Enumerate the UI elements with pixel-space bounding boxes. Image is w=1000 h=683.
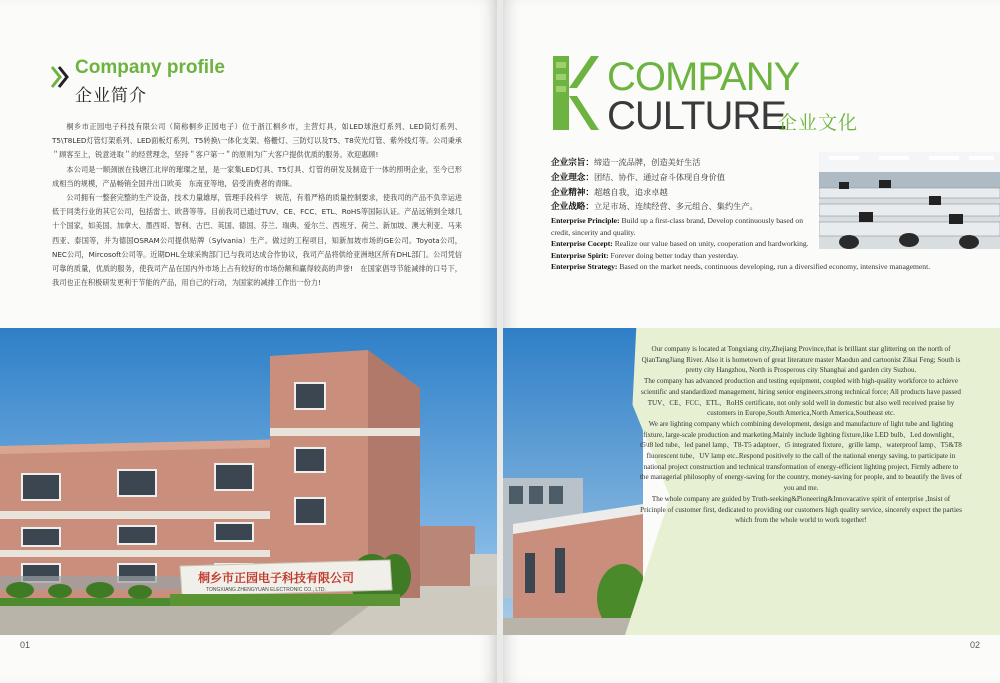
k-logo-icon bbox=[553, 56, 599, 130]
enterprise-row: Enterprise Strategy: Based on the market needs, continuous developing, run a diversified economy, intensive management. bbox=[551, 262, 931, 272]
culture-heading-line2: CULTURE bbox=[607, 94, 786, 138]
profile-paragraph: 公司拥有一整套完整的生产设备，技术力量雄厚，管理手段科学 规范，有着严格的质量控制要求，使我司的产品不负幸运进低于同类行业的其它公司，包括雷士、欧普等等。目前我司已通过TUV、CE、FCC、ETL、RoHS等国际认证。产品远销到全球几十个国家，如美国、加拿大、墨西哥、智利、古巴、英国、德国、芬兰、瑞典、爱尔兰、西班牙、荷兰、新加坡、澳大利亚、马来西亚、泰国等，并为德国OSRAM公司提供贴牌（Sylvania）生产。做过的工程项目，知新加坡市场的GE公司。Toyota公司，NEC公司，Mircosoft公司等。近期DHL全球采购部门已与我司达成合作协议，我司产品将供给亚洲地区所有DHL部门。公司凭信可靠的质量，优质的服务，使我司产品在国内外市场上占有较好的市场份额和赢得较高的声誉! 在国家倡导节能减排的口号下，我司也正在积极研发更利于节能的产品，用自己的行动，为国家的减排工作出一份力! bbox=[52, 193, 462, 288]
culture-tenets bbox=[551, 156, 811, 215]
enterprise-row: Enterprise Spirit: Forever doing better today than yesterday. bbox=[551, 250, 739, 260]
company-sign: 桐乡市正园电子科技有限公司 bbox=[198, 571, 355, 585]
page-title: Company profile bbox=[75, 57, 225, 78]
double-chevron-icon bbox=[50, 64, 70, 90]
factory-building-photo bbox=[0, 328, 497, 635]
about-text bbox=[639, 344, 963, 526]
tenet-row: 企业战略：立足市场、连续经营、多元组合、集约生产。 bbox=[551, 201, 758, 213]
left-page bbox=[0, 0, 497, 683]
page-number: 01 bbox=[20, 640, 31, 650]
factory-wing-photo bbox=[503, 328, 643, 635]
enterprise-values bbox=[551, 215, 931, 273]
culture-heading-cn: 企业文化 bbox=[778, 112, 859, 134]
tenet-row: 企业宗旨：缔造一流品牌，创造美好生活 bbox=[551, 157, 701, 168]
company-sign-english: TONGXIANG ZHENGYUAN ELECTRONIC CO., LTD. bbox=[206, 587, 326, 593]
about-paragraph: Our company is located at Tongxiang city,Zhejiang Province,that is brilliant star glittering on the north of QianTangJiang River. Also it is hometown of great literature master Maodun and cartoonist Zikai Feng; South is pretty city Hangzhou, North is Prosperous city Shanghai and garden city Suzhou. bbox=[641, 345, 961, 375]
right-page bbox=[503, 0, 1000, 683]
about-paragraph: We are lighting company which combining development, design and manufacture of light tube and lighting fixture, large-scale production and marketing.Mainly include lighting fixture,like LED bulb、Led downlight、t5\t8 led tube、led panel lamp、T8-T5 adaptoer、t5 integrated fixture、grille lamp、waterproof lamp、T5&T8 fluorescent tube、UV lamp etc..Respond positively to the call of the national energy saving, to participate in national project construction and technical transformation of energy-efficient lighting project, Firmly adhere to the managerial philosophy of energy-saving for the country, money-saving for people, and to beautify the lives of you and me. bbox=[639, 419, 963, 493]
profile-text bbox=[52, 120, 462, 290]
page-subtitle-cn: 企业简介 bbox=[75, 86, 147, 106]
enterprise-row: Enterprise Cocept: Realize our value based on unity, cooperation and hardworking. bbox=[551, 239, 809, 249]
tenet-row: 企业理念：团结、协作、通过奋斗体现自身价值 bbox=[551, 171, 725, 183]
profile-paragraph: 本公司是一顺颈嵌在钱塘江北岸的璀璨之星，是一家集LED灯具、T5灯具、灯管的研发及制造于一体的照明企业，至今已形成相当的规模，产品畅销全国并出口欧美 东南亚等地，倍受消费者的青睐。 bbox=[52, 164, 462, 188]
office-photo bbox=[819, 152, 1000, 249]
profile-paragraph: 桐乡市正园电子科技有限公司（简称桐乡正园电子）位于浙江桐乡市，主营灯具，如LED球泡灯系列、LED筒灯系列、T5\T8LED灯管灯架系列、LED面板灯系列、T5转换\一体化支架、格栅灯、三防灯以及T5、T8荧光灯管、紫外线灯等。公司秉承＂顾客至上，锐意进取＂的经营理念，坚持＂客户第一＂的原则为广大客户提供优质的服务。欢迎惠顾! bbox=[52, 122, 462, 160]
page-number: 02 bbox=[969, 640, 980, 650]
about-paragraph: The company has advanced production and testing equipment, coupled with high-quality workforce to achieve scientific and standardized management, hiring senior engineers,strong technical force; All products have passed TUV、CE、FCC、ETL、RoHS certificate, not only sold well in domestic but also well received praise by customers in Europe,South America,North America,Southeast etc. bbox=[641, 377, 961, 418]
tenet-row: 企业精神：超越自我，追求卓越 bbox=[551, 186, 668, 198]
culture-heading-line1: COMPANY bbox=[607, 55, 800, 99]
about-paragraph: The whole company are guided by Truth-seeking&Pioneering&Innovacative spirit of enterprise ,Insist of Pricinple of customer first, dedicated to providing our customers high quality service, sincerely expect the parties which from the whole world to work together! bbox=[640, 494, 962, 525]
enterprise-row: Enterprise Principle: Build up a first-class brand, Develop continuously based on credit, sincerity and quality. bbox=[551, 216, 804, 237]
